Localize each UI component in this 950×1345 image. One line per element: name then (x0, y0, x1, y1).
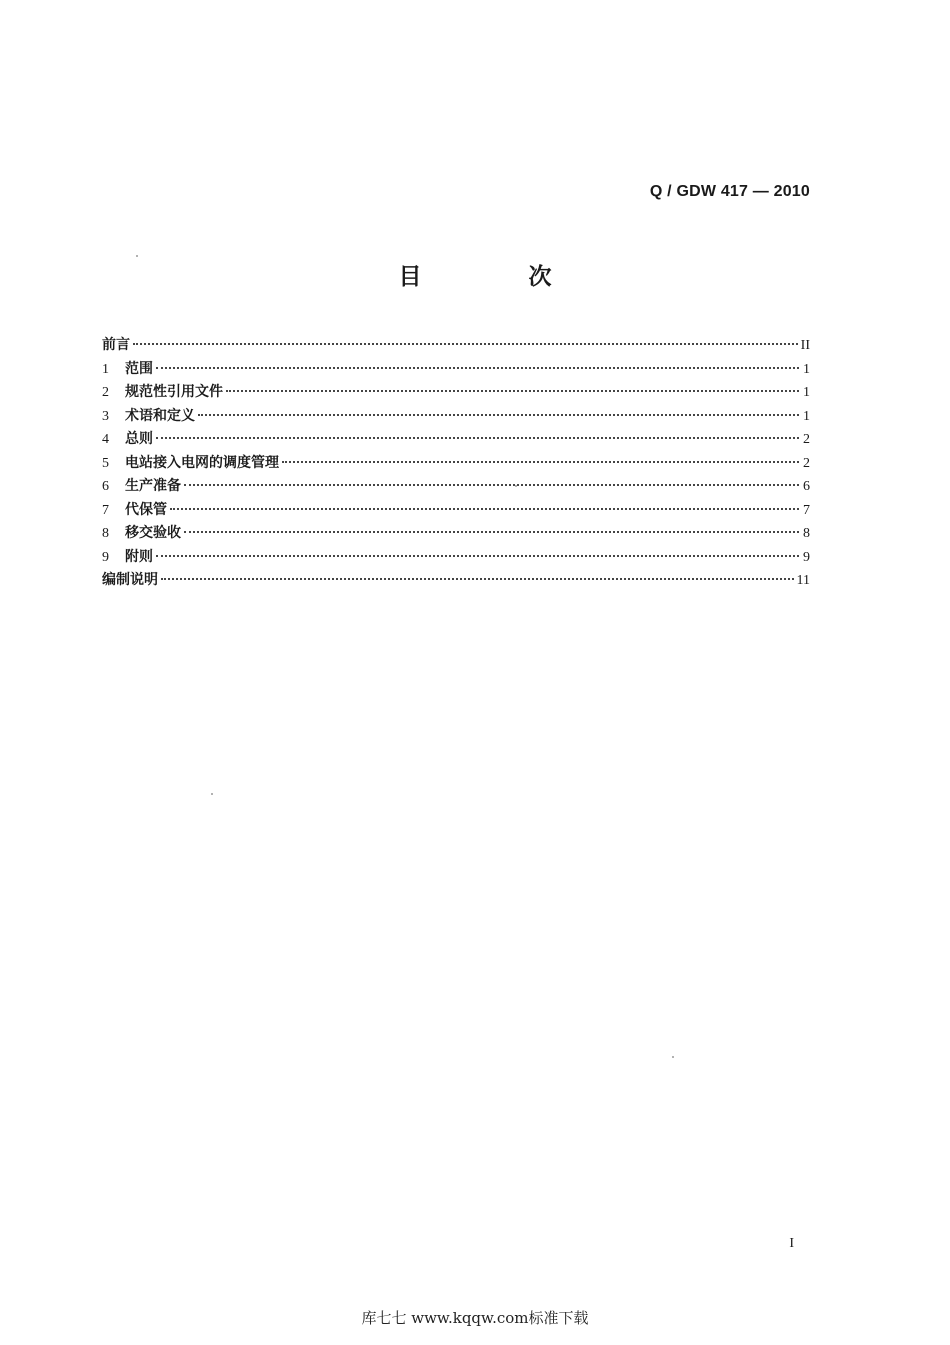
toc-entry (102, 499, 810, 523)
toc-dot-leader (161, 578, 794, 580)
page-number: I (789, 1236, 794, 1251)
toc-dot-leader (133, 343, 798, 345)
toc-entry (102, 522, 810, 546)
scan-speck (136, 255, 138, 257)
toc-entry-number: 5 (102, 455, 109, 471)
toc-dot-leader (170, 508, 799, 510)
toc-dot-leader (156, 367, 799, 369)
toc-entry-label: 范围 (125, 360, 153, 377)
standard-code: Q / GDW 417 — 2010 (649, 183, 810, 200)
toc-entry-page: 9 (803, 549, 810, 565)
toc-entry-label: 总则 (125, 431, 153, 447)
toc-entry-page: 2 (803, 455, 810, 471)
toc-entry (102, 334, 810, 358)
toc-entry (102, 381, 810, 405)
scan-speck (672, 1056, 674, 1058)
toc-entry-page: 1 (803, 385, 810, 400)
scan-speck (211, 793, 213, 795)
toc-entry (102, 452, 810, 476)
toc-entry-label: 编制说明 (102, 572, 158, 588)
toc-entry-label: 代保管 (125, 501, 167, 518)
toc-entry-label: 规范性引用文件 (125, 384, 223, 400)
table-of-contents (102, 334, 810, 593)
toc-entry (102, 428, 810, 452)
toc-entry-page: 1 (803, 361, 810, 377)
toc-entry (102, 475, 810, 499)
page-title: 目 次 (398, 264, 594, 290)
scan-speck (515, 485, 517, 487)
toc-entry-page: 8 (803, 526, 810, 541)
toc-entry-number: 9 (102, 549, 109, 565)
toc-entry-number: 1 (102, 361, 109, 377)
toc-entry-number: 6 (102, 479, 109, 494)
toc-entry-page: II (800, 338, 810, 353)
toc-entry-page: 7 (803, 502, 810, 518)
toc-entry-number: 8 (102, 526, 109, 541)
toc-entry-page: 11 (796, 573, 810, 588)
toc-entry-page: 1 (803, 408, 810, 424)
toc-entry-number: 2 (102, 385, 109, 400)
toc-entry-label: 生产准备 (125, 478, 181, 494)
toc-entry-label: 附则 (125, 548, 153, 565)
toc-entry-label: 移交验收 (125, 525, 181, 541)
footer-watermark: 库七七 www.kqqw.com标准下载 (361, 1309, 589, 1327)
toc-entry-page: 2 (803, 432, 810, 447)
toc-dot-leader (282, 461, 799, 463)
toc-entry (102, 405, 810, 429)
toc-entry-label: 前言 (102, 337, 130, 353)
toc-entry (102, 358, 810, 382)
toc-dot-leader (156, 555, 799, 557)
toc-dot-leader (184, 531, 799, 533)
toc-dot-leader (226, 390, 799, 392)
toc-entry (102, 569, 810, 593)
toc-entry-label: 电站接入电网的调度管理 (125, 454, 279, 471)
toc-entry-number: 4 (102, 432, 109, 447)
toc-dot-leader (184, 484, 799, 486)
toc-entry-label: 术语和定义 (125, 407, 195, 424)
toc-dot-leader (156, 437, 799, 439)
toc-entry-number: 3 (102, 408, 109, 424)
toc-entry (102, 546, 810, 570)
toc-entry-page: 6 (803, 479, 810, 494)
toc-dot-leader (198, 414, 799, 416)
toc-entry-number: 7 (102, 502, 109, 518)
